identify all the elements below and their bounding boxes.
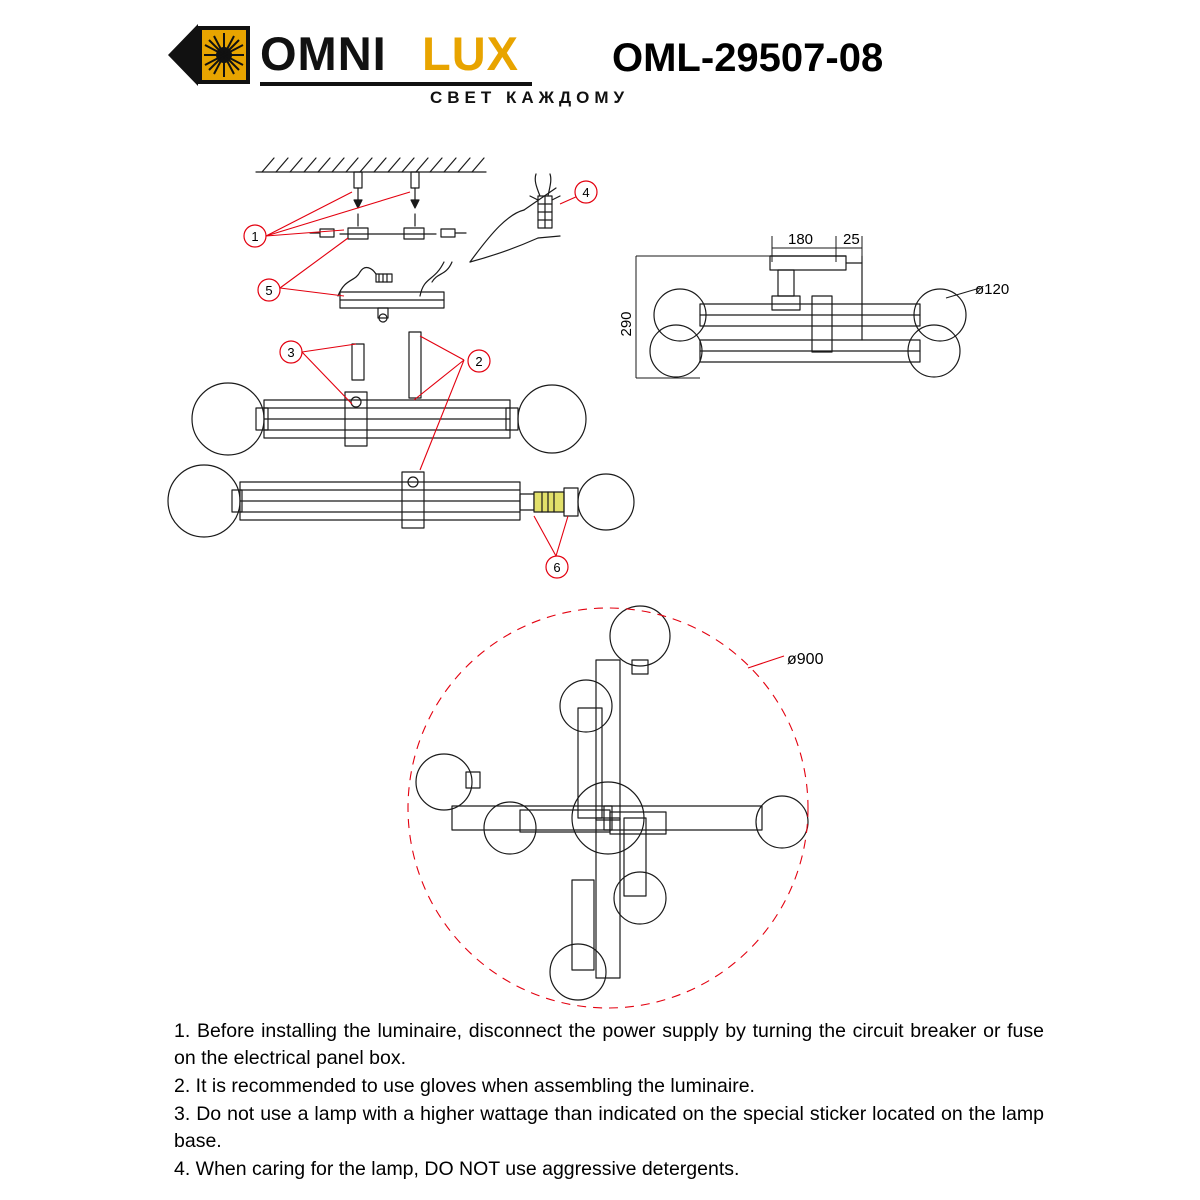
note-item: 2. It is recommended to use gloves when assembling the luminaire. [174, 1075, 755, 1097]
arm-assembly-lower [168, 465, 634, 537]
ceiling-anchors [354, 172, 419, 208]
mounting-bracket [310, 214, 466, 239]
note-item: 3. Do not use a lamp with a higher wattage than indicated on the special sticker located on the lamp base. [174, 1103, 1044, 1152]
dimension-lines [636, 236, 980, 378]
callout-4: 4 [582, 185, 590, 200]
callout-1: 1 [251, 229, 259, 244]
ceiling-base-plate [340, 292, 444, 322]
side-elevation [650, 256, 966, 377]
brand-name-secondary: LUX [422, 27, 519, 80]
callout-5: 5 [265, 283, 273, 298]
dim-width-180: 180 [788, 231, 814, 248]
dim-offset-25: 25 [843, 231, 860, 248]
callout-2: 2 [475, 354, 483, 369]
plan-view [416, 606, 808, 1000]
note-item: 1. Before installing the luminaire, disconnect the power supply by turning the circuit breaker or fuse on the electrical panel box. [174, 1020, 1044, 1069]
detail-view-connector [470, 174, 560, 262]
wiring [338, 262, 452, 296]
dim-overall-diameter: ø900 [787, 651, 824, 668]
callout-3: 3 [287, 345, 295, 360]
dim-height-290: 290 [618, 311, 635, 337]
safety-notes [174, 1018, 1044, 1184]
callout-6: 6 [553, 560, 561, 575]
ceiling-hatching [256, 158, 486, 172]
brand-tagline: СВЕТ КАЖДОМУ [430, 88, 630, 107]
model-code: OML-29507-08 [612, 36, 884, 80]
dim-globe-diameter: ø120 [975, 281, 1010, 298]
exploded-parts [352, 332, 421, 398]
arm-assembly-upper [192, 383, 586, 455]
note-item: 4. When caring for the lamp, DO NOT use aggressive detergents. [174, 1158, 740, 1180]
brand-name-primary: OMNI [260, 27, 387, 80]
